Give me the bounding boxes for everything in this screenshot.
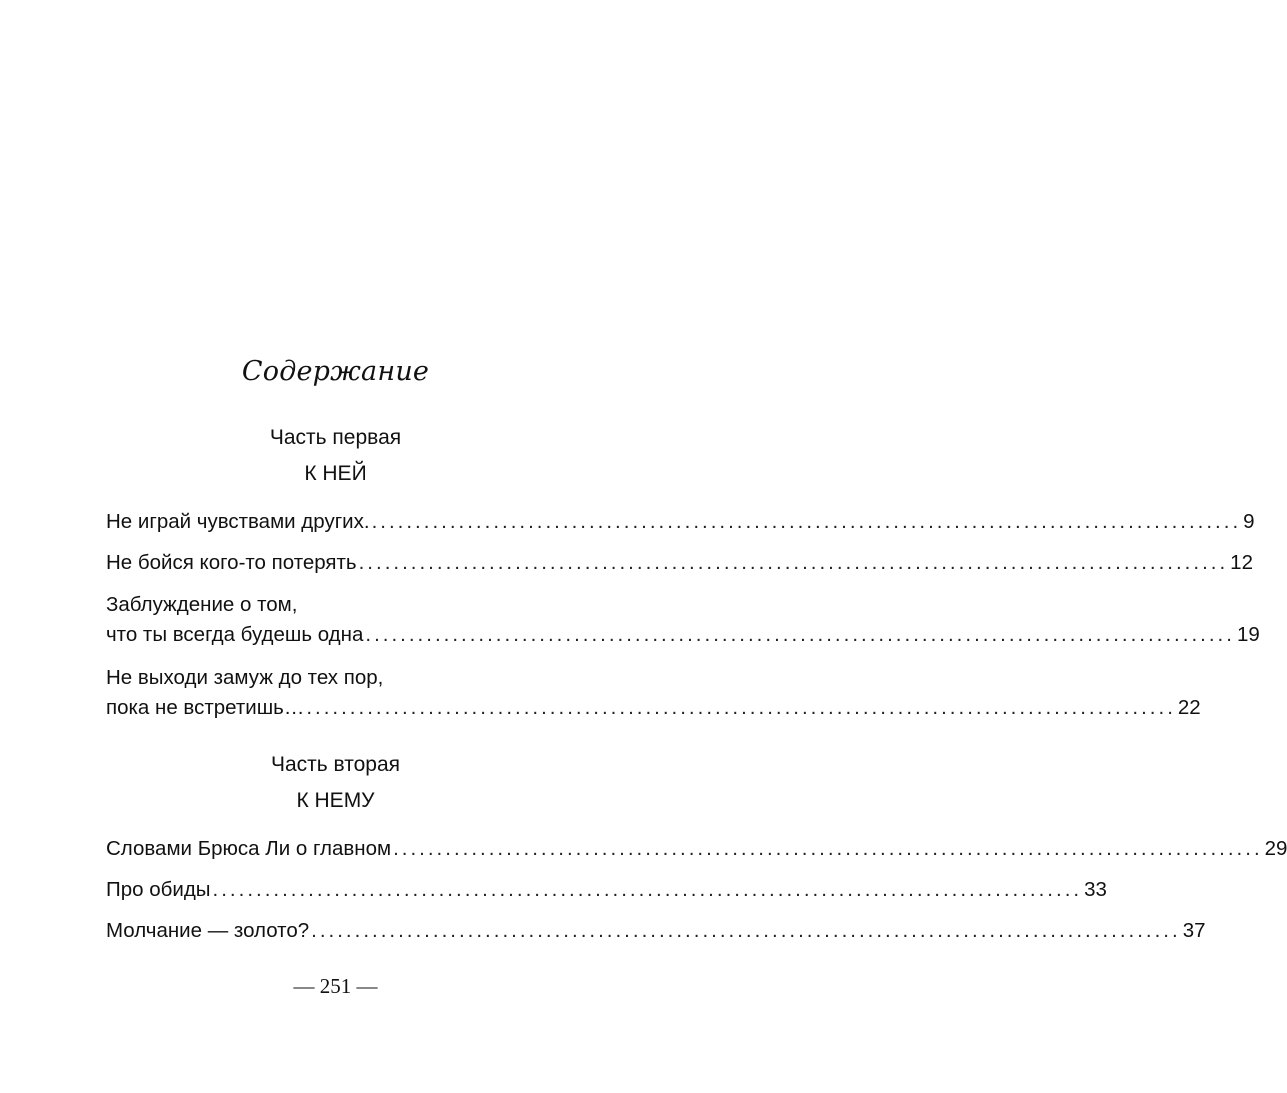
toc-entry-title: что ты всегда будешь одна bbox=[106, 623, 364, 646]
toc-entry-page: 29 bbox=[1264, 837, 1287, 860]
toc-title: Содержание bbox=[241, 356, 430, 387]
toc-entry-title: Про обиды bbox=[106, 878, 211, 901]
part-1-name: К НЕЙ bbox=[304, 462, 367, 485]
toc-entry bbox=[106, 834, 1287, 864]
leader-dots: .................................................................................................... bbox=[311, 919, 1181, 942]
toc-entry-page: 19 bbox=[1236, 623, 1260, 646]
toc-entry-page: 9 bbox=[1243, 510, 1255, 533]
toc-entry-page: 33 bbox=[1084, 878, 1107, 901]
leader-dots: .................................................................................................... bbox=[358, 551, 1229, 574]
toc-entry-title: Словами Брюса Ли о главном bbox=[106, 837, 392, 860]
part-1-label: Часть первая bbox=[269, 426, 402, 449]
toc-entry bbox=[106, 507, 1255, 537]
toc-entry-page: 22 bbox=[1177, 696, 1201, 719]
toc-entry-title: Не играй чувствами других. bbox=[106, 510, 370, 533]
page-number: — 251 — bbox=[293, 974, 378, 998]
toc-entry-page: 12 bbox=[1230, 551, 1253, 574]
leader-dots: .................................................................................................... bbox=[393, 837, 1263, 860]
leader-dots: .................................................................................................... bbox=[371, 510, 1242, 533]
part-2-label: Часть вторая bbox=[270, 753, 401, 776]
toc-entry-title-line1: Заблуждение о том, bbox=[106, 593, 298, 616]
leader-dots: .................................................................................................... bbox=[212, 878, 1083, 901]
toc-entry bbox=[106, 916, 1206, 946]
leader-dots: .................................................................................................... bbox=[306, 696, 1176, 719]
toc-entry-title: Не бойся кого-то потерять bbox=[106, 551, 357, 574]
leader-dots: .................................................................................................... bbox=[365, 623, 1235, 646]
toc-entry bbox=[106, 875, 1107, 905]
part-2-name: К НЕМУ bbox=[296, 789, 375, 812]
toc-entry bbox=[106, 620, 1260, 650]
toc-entry bbox=[106, 693, 1201, 723]
toc-entry-title-line1: Не выходи замуж до тех пор, bbox=[106, 666, 384, 689]
toc-entry-title: пока не встретишь… bbox=[106, 696, 305, 719]
toc-entry bbox=[106, 548, 1253, 578]
toc-entry-page: 37 bbox=[1182, 919, 1206, 942]
toc-entry-title: Молчание — золото? bbox=[106, 919, 310, 942]
